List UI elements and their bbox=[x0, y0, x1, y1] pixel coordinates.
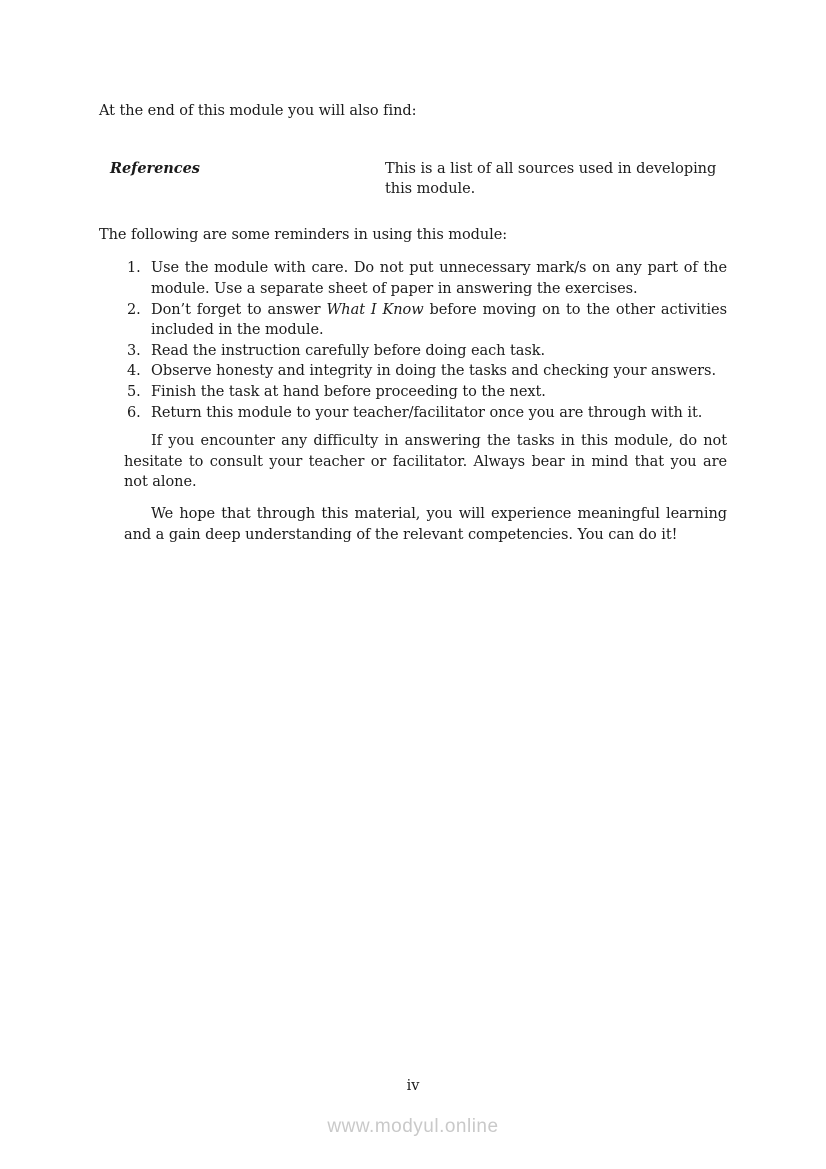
reminder-text: Observe honesty and integrity in doing the tasks and checking your answers. bbox=[151, 363, 717, 380]
reminder-number: 1. bbox=[127, 260, 141, 277]
reminder-text: Read the instruction carefully before doing each task. bbox=[151, 342, 546, 359]
reminder-text: Use the module with care. Do not put unnecessary mark/s on any part of the module. Use a separate sheet of paper in answering the exercises. bbox=[151, 260, 727, 297]
closing-paragraph-1: If you encounter any difficulty in answering the tasks in this module, do not hesitate to consult your teacher or facilitator. Always bear in mind that you are not alone. bbox=[124, 433, 727, 491]
reminder-text: Finish the task at hand before proceeding to the next. bbox=[151, 383, 546, 400]
references-row bbox=[99, 159, 727, 200]
page-number: iv bbox=[406, 1078, 420, 1094]
reminder-item-5 bbox=[127, 382, 727, 403]
reminder-text-post: before moving on to the other activities included in the module. bbox=[151, 301, 727, 339]
reminder-text-emphasis: What I Know bbox=[326, 301, 424, 318]
watermark-text: www.modyul.online bbox=[327, 1116, 499, 1137]
reminder-item-6 bbox=[127, 403, 727, 424]
reminder-number: 6. bbox=[127, 404, 141, 421]
reminder-number: 5. bbox=[127, 383, 141, 400]
reminders-list bbox=[99, 258, 727, 423]
reminder-number: 3. bbox=[127, 342, 141, 359]
reminder-number: 2. bbox=[127, 301, 141, 318]
reminder-text-pre: Don’t forget to answer bbox=[151, 301, 327, 318]
reminder-text: Return this module to your teacher/facilitator once you are through with it. bbox=[151, 404, 703, 421]
closing-paragraph-2: We hope that through this material, you will experience meaningful learning and a gain deep understanding of the relevant competencies. You can do it! bbox=[124, 505, 727, 543]
reminder-item-4 bbox=[127, 361, 727, 382]
page-content bbox=[99, 0, 727, 545]
reminder-item-1 bbox=[127, 258, 727, 299]
reminders-heading: The following are some reminders in using this module: bbox=[99, 226, 508, 243]
intro-line: At the end of this module you will also find: bbox=[99, 103, 417, 119]
references-label: References bbox=[110, 159, 200, 177]
references-description: This is a list of all sources used in developing this module. bbox=[385, 160, 717, 198]
reminder-number: 4. bbox=[127, 363, 141, 380]
reminder-item-3 bbox=[127, 341, 727, 362]
reminder-item-2 bbox=[127, 300, 727, 341]
